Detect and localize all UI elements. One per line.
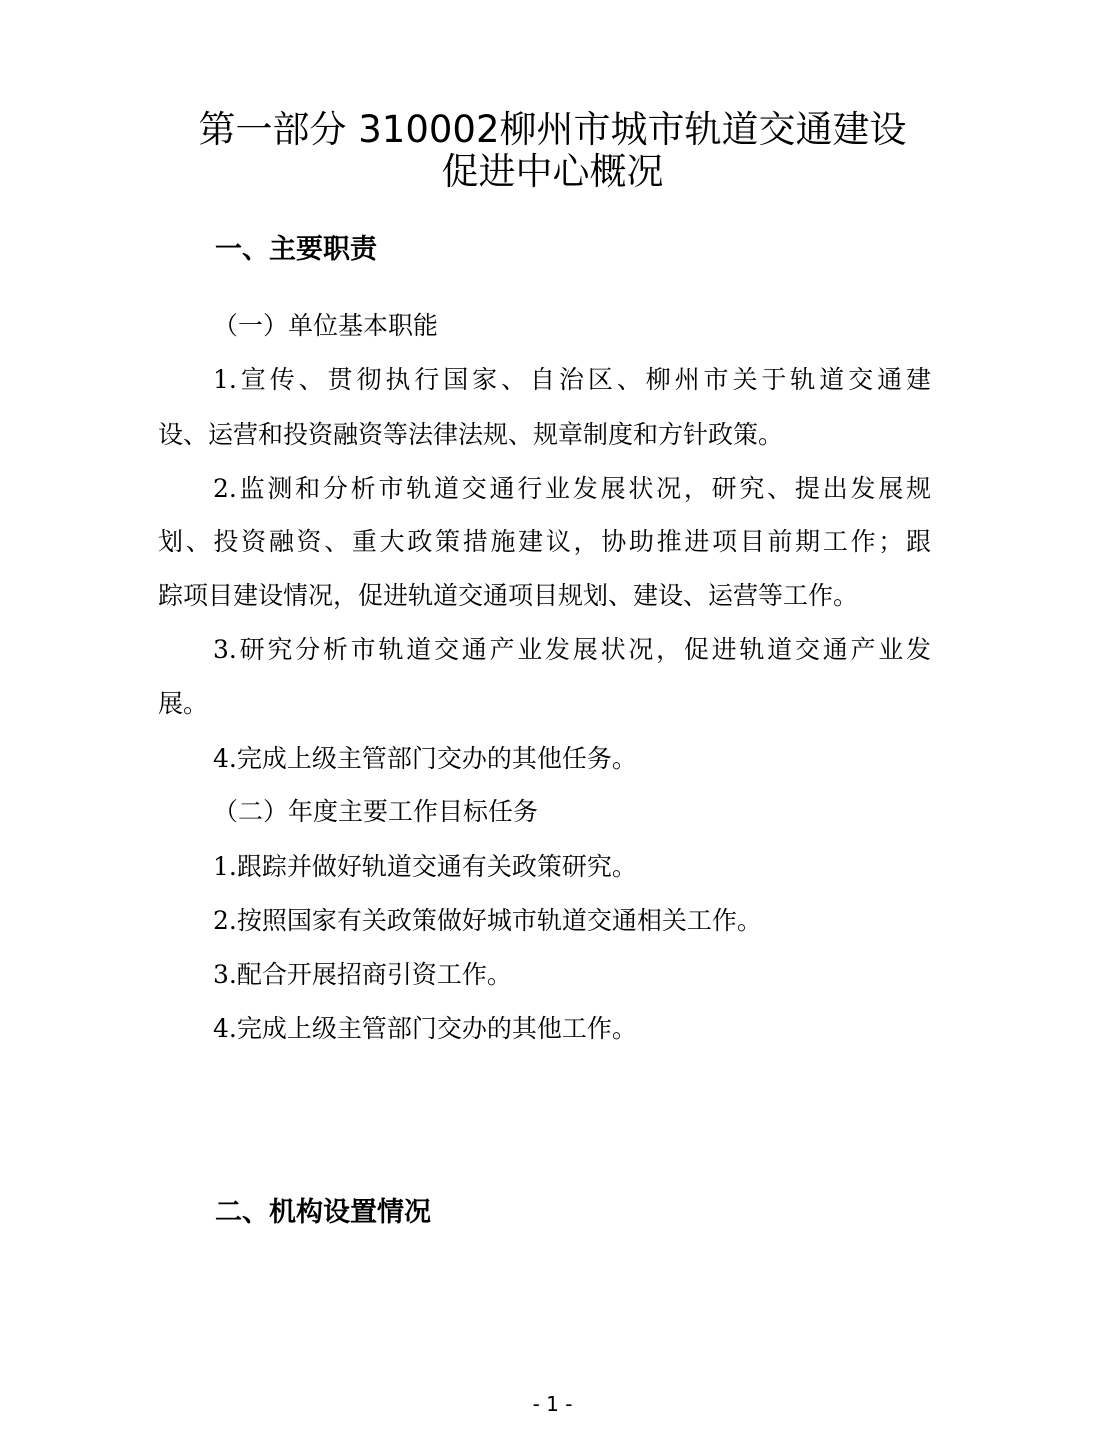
paragraph-line: 1.宣传、贯彻执行国家、自治区、柳州市关于轨道交通建 xyxy=(213,365,931,394)
task-item: 2.按照国家有关政策做好城市轨道交通相关工作。 xyxy=(213,906,762,935)
page-number: - 1 - xyxy=(532,1392,573,1416)
paragraph-line: 展。 xyxy=(158,689,209,718)
task-item: 3.配合开展招商引资工作。 xyxy=(213,960,512,989)
paragraph-line: 踪项目建设情况，促进轨道交通项目规划、建设、运营等工作。 xyxy=(158,581,859,610)
paragraph-line: 划、投资融资、重大政策措施建议，协助推进项目前期工作；跟 xyxy=(158,527,931,556)
document-title-line2: 促进中心概况 xyxy=(441,150,664,193)
subsection-basic-functions: （一）单位基本职能 xyxy=(213,311,439,340)
paragraph-line: 2.监测和分析市轨道交通行业发展状况，研究、提出发展规 xyxy=(213,474,931,503)
paragraph-line: 设、运营和投资融资等法律法规、规章制度和方针政策。 xyxy=(158,420,784,449)
section-heading-organization: 二、机构设置情况 xyxy=(215,1197,431,1228)
task-item: 1.跟踪并做好轨道交通有关政策研究。 xyxy=(213,852,637,881)
section-heading-main-duties: 一、主要职责 xyxy=(215,234,377,265)
paragraph-line: 3.研究分析市轨道交通产业发展状况，促进轨道交通产业发 xyxy=(213,635,931,664)
task-item: 4.完成上级主管部门交办的其他工作。 xyxy=(213,1014,637,1043)
subsection-annual-tasks: （二）年度主要工作目标任务 xyxy=(213,797,539,826)
paragraph-line: 4.完成上级主管部门交办的其他任务。 xyxy=(213,744,637,773)
document-title-line1: 第一部分 310002柳州市城市轨道交通建设 xyxy=(198,108,907,151)
